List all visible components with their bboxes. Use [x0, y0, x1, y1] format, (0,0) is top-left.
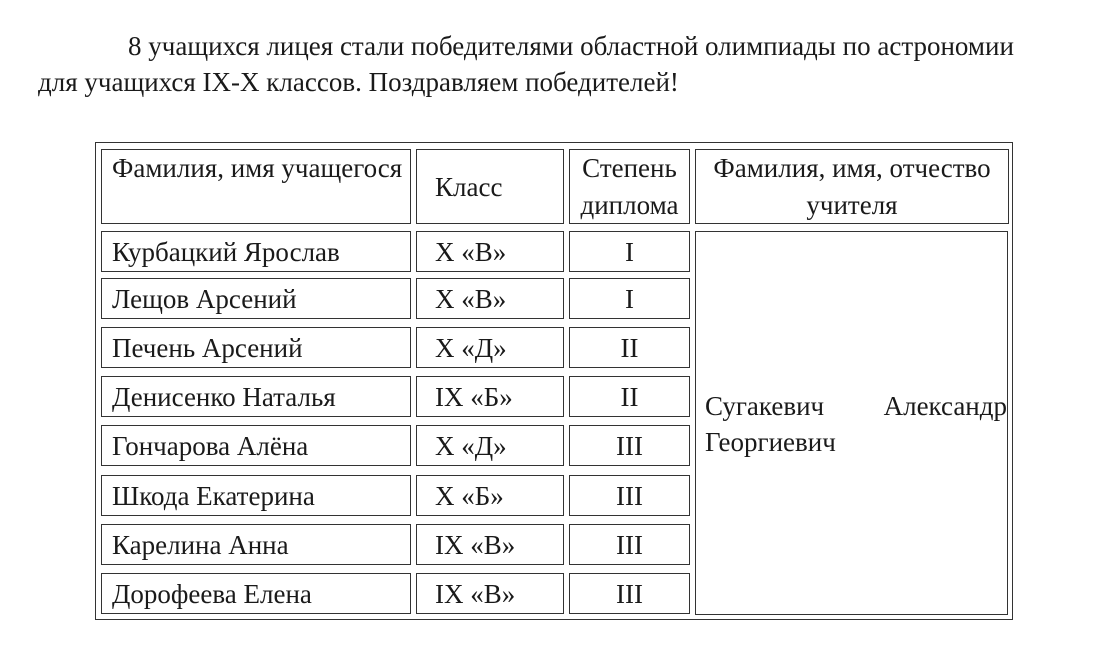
row-5-class: X «Д» [416, 425, 564, 466]
row-5-degree: III [569, 425, 690, 466]
row-4-class: IX «Б» [416, 376, 564, 417]
row-6-degree: III [569, 475, 690, 516]
row-3-degree: II [569, 327, 690, 368]
row-4-degree: II [569, 376, 690, 417]
teacher-name-line2: Георгиевич [705, 427, 836, 457]
header-student: Фамилия, имя учащегося [101, 149, 411, 224]
row-6-class: X «Б» [416, 475, 564, 516]
row-6-name: Шкода Екатерина [101, 475, 411, 516]
row-1-class: X «В» [416, 231, 564, 272]
teacher-cell [695, 231, 1008, 615]
row-2-class: X «В» [416, 278, 564, 319]
row-8-name: Дорофеева Елена [101, 573, 411, 614]
header-class: Класс [416, 149, 564, 224]
row-2-name: Лещов Арсений [101, 278, 411, 319]
row-8-degree: III [569, 573, 690, 614]
row-5-name: Гончарова Алёна [101, 425, 411, 466]
row-7-degree: III [569, 524, 690, 565]
row-3-name: Печень Арсений [101, 327, 411, 368]
row-7-name: Карелина Анна [101, 524, 411, 565]
row-2-degree: I [569, 278, 690, 319]
row-8-class: IX «В» [416, 573, 564, 614]
row-1-degree: I [569, 231, 690, 272]
row-7-class: IX «В» [416, 524, 564, 565]
header-teacher: Фамилия, имя, отчество учителя [695, 149, 1009, 224]
intro-paragraph: 8 учащихся лицея стали победителями областной олимпиады по астрономии для учащихся IX-X классов. Поздравляем победителей! [38, 31, 1014, 97]
row-3-class: X «Д» [416, 327, 564, 368]
header-degree: Степень диплома [569, 149, 690, 224]
teacher-name-line1: Сугакевич Александр [705, 391, 1007, 421]
row-1-name: Курбацкий Ярослав [101, 231, 411, 272]
row-4-name: Денисенко Наталья [101, 376, 411, 417]
